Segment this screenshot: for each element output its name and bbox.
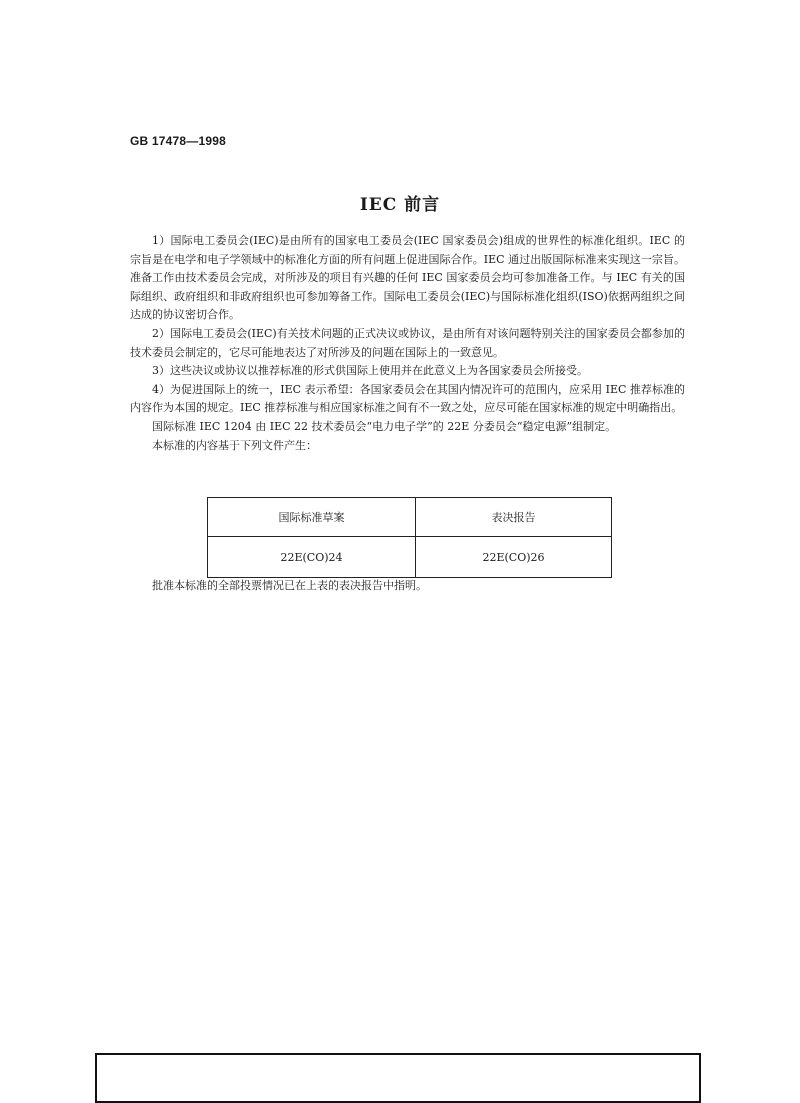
paragraph-origin: 国际标准 IEC 1204 由 IEC 22 技术委员会“电力电子学”的 22E 分委员会“稳定电源”组制定。 <box>152 419 617 433</box>
paragraph-4: 4）为促进国际上的统一，IEC 表示希望：各国家委员会在其国内情况许可的范围内，应采用 IEC 推荐标准的内容作为本国的规定。IEC 推荐标准与相应国家标准之间有不一致之处，应尽可能在国家标准的规定中明确指出。 <box>130 382 685 415</box>
page-bottom-frame <box>95 1053 701 1103</box>
approval-note: 批准本标准的全部投票情况已在上表的表决报告中指明。 <box>152 579 427 592</box>
cell-voting-report: 22E(CO)26 <box>415 537 611 578</box>
cell-draft-standard: 22E(CO)24 <box>208 537 416 578</box>
paragraph-basis: 本标准的内容基于下列文件产生： <box>152 438 317 452</box>
foreword-body <box>130 232 685 455</box>
table-row <box>208 537 612 578</box>
page-title: IEC 前言 <box>359 195 441 215</box>
table-header-row <box>208 498 612 537</box>
paragraph-3: 3）这些决议或协议以推荐标准的形式供国际上使用并在此意义上为各国家委员会所接受。 <box>152 364 588 378</box>
paragraph-2: 2）国际电工委员会(IEC)有关技术问题的正式决议或协议，是由所有对该问题特别关注的国家委员会都参加的技术委员会制定的，它尽可能地表达了对所涉及的问题在国际上的一致意见。 <box>130 326 685 359</box>
paragraph-1: 1）国际电工委员会(IEC)是由所有的国家电工委员会(IEC 国家委员会)组成的世界性的标准化组织。IEC 的宗旨是在电学和电子学领域中的标准化方面的所有问题上促进国际合作。IEC 通过出版国际标准来实现这一宗旨。准备工作由技术委员会完成，对所涉及的项目有兴趣的任何 IEC 国家委员会均可参加准备工作。与 IEC 有关的国际组织、政府组织和非政府组织也可参加筹备工作。国际电工委员会(IEC)与国际标准化组织(ISO)依据两组织之间达成的协议密切合作。 <box>130 234 685 322</box>
header-voting-report: 表决报告 <box>415 498 611 537</box>
documents-table <box>207 497 612 578</box>
header-draft-standard: 国际标准草案 <box>208 498 416 537</box>
standard-number: GB 17478—1998 <box>130 134 226 148</box>
